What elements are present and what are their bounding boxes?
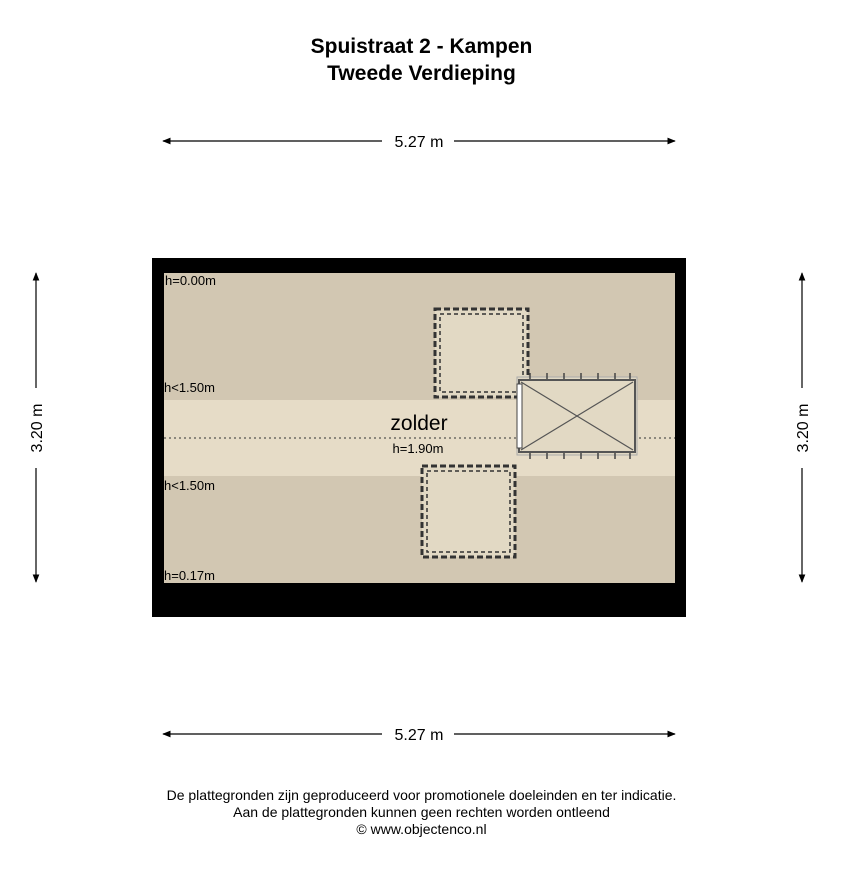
room-name: zolder bbox=[390, 412, 448, 435]
height-label-lower: h<1.50m bbox=[164, 478, 215, 493]
copyright: © www.objectenco.nl bbox=[356, 821, 487, 837]
right-dimension bbox=[795, 273, 812, 582]
plan-title: Spuistraat 2 - Kampen bbox=[310, 35, 533, 58]
floor-subtitle: Tweede Verdieping bbox=[327, 62, 516, 85]
stair-opening bbox=[517, 373, 637, 459]
disclaimer-line-1: De plattegronden zijn geproduceerd voor promotionele doeleinden en ter indicatie. bbox=[166, 787, 677, 803]
top-dimension bbox=[163, 134, 675, 151]
height-label-upper: h<1.50m bbox=[164, 380, 215, 395]
right-dimension-label: 3.20 m bbox=[795, 403, 812, 453]
bottom-dimension bbox=[163, 727, 675, 744]
roof-window-lower bbox=[422, 466, 515, 557]
bottom-dimension-label: 5.27 m bbox=[394, 727, 444, 744]
top-dimension-label: 5.27 m bbox=[394, 134, 444, 151]
height-label-bottom: h=0.17m bbox=[164, 568, 215, 583]
left-dimension-label: 3.20 m bbox=[29, 403, 46, 453]
disclaimer-line-2: Aan de plattegronden kunnen geen rechten worden ontleend bbox=[233, 804, 610, 820]
room-height: h=1.90m bbox=[392, 441, 444, 456]
left-dimension bbox=[29, 273, 46, 582]
height-label-top: h=0.00m bbox=[165, 273, 216, 288]
roof-window-upper bbox=[435, 309, 528, 397]
